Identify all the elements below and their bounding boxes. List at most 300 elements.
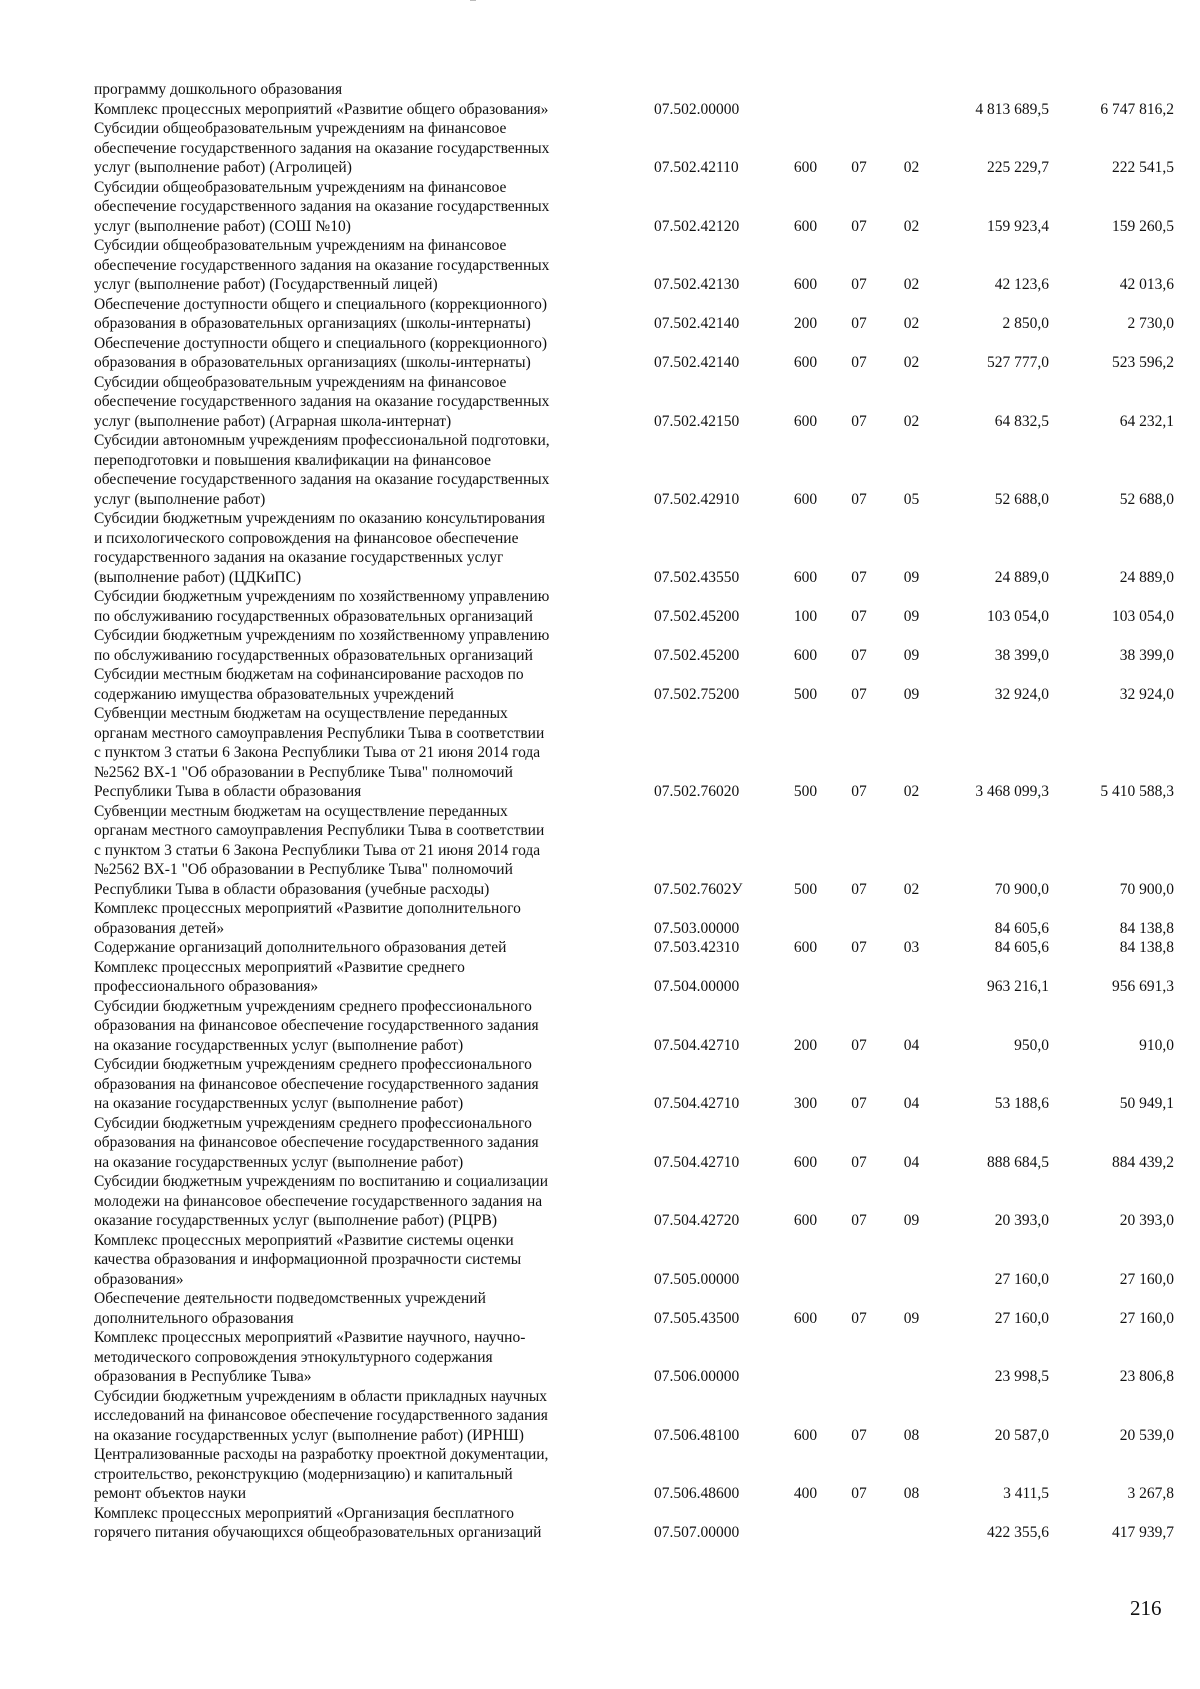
description-line: услуг (выполнение работ): [94, 490, 266, 508]
row-description: [94, 958, 654, 997]
row-section: 07: [851, 783, 867, 800]
row-expense-type: 500: [793, 685, 818, 703]
description-line: образования в образовательных организациях (школы-интернаты): [94, 354, 531, 371]
row-subsection: 02: [903, 354, 920, 371]
row-value-year2: 910,0: [1139, 1036, 1174, 1054]
row-subsection: [889, 1504, 934, 1543]
row-expense-type: 600: [793, 217, 818, 235]
row-value-year1: 38 399,0: [994, 646, 1049, 664]
description-line: обеспечение государственного задания на оказание государственных: [94, 139, 550, 157]
row-subsection: [889, 80, 934, 100]
row-value-year2: 64 232,1: [1119, 412, 1174, 430]
row-section: 07: [851, 1212, 867, 1229]
description-line: качества образования и информационной прозрачности системы: [94, 1251, 522, 1268]
description-line: органам местного самоуправления Республики Тыва в соответствии: [94, 822, 545, 839]
row-section: 07: [851, 1095, 867, 1112]
description-line: на оказание государственных услуг (выполнение работ): [94, 1036, 464, 1054]
table-row: [94, 997, 1174, 1056]
row-expense-type: 400: [793, 1485, 818, 1502]
row-section: 07: [851, 490, 867, 508]
row-subsection: 09: [903, 607, 920, 625]
row-code: 07.505.00000: [654, 1270, 740, 1288]
row-section: [829, 80, 889, 100]
row-subsection: 04: [903, 1036, 920, 1054]
table-row: [94, 899, 1174, 938]
row-value-year2: 2 730,0: [1127, 315, 1174, 332]
row-expense-type: 600: [793, 1153, 818, 1171]
row-value-year2: 23 806,8: [1119, 1368, 1174, 1385]
row-subsection: 04: [903, 1095, 920, 1112]
description-line: Субсидии бюджетным учреждениям по оказанию консультирования: [94, 510, 545, 527]
description-line: обеспечение государственного задания на оказание государственных: [94, 471, 550, 488]
row-code: 07.502.45200: [654, 607, 740, 625]
table-row: [94, 509, 1174, 587]
row-value-year2: [1049, 80, 1174, 100]
row-code: 07.502.76020: [654, 783, 740, 800]
row-value-year1: 84 605,6: [994, 939, 1049, 956]
row-description: [94, 1504, 654, 1543]
row-subsection: 09: [903, 685, 920, 703]
description-line: Субсидии бюджетным учреждениям среднего профессионального: [94, 1056, 532, 1073]
table-row: [94, 1387, 1174, 1446]
row-value-year1: 527 777,0: [987, 354, 1049, 371]
description-line: образования в образовательных организациях (школы-интернаты): [94, 315, 531, 332]
row-value-year1: 888 684,5: [987, 1153, 1049, 1171]
description-line: Субсидии общеобразовательным учреждениям на финансовое: [94, 178, 507, 196]
row-section: 07: [851, 159, 867, 176]
description-line: на оказание государственных услуг (выполнение работ): [94, 1095, 464, 1112]
row-section: [829, 958, 889, 997]
row-value-year2: 103 054,0: [1112, 607, 1174, 625]
row-value-year1: 20 587,0: [994, 1426, 1049, 1444]
row-value-year2: 222 541,5: [1112, 159, 1174, 176]
row-value-year2: 84 138,8: [1119, 939, 1174, 956]
description-line: Обеспечение деятельности подведомственных учреждений: [94, 1290, 486, 1307]
row-expense-type: 600: [793, 1212, 818, 1229]
row-value-year1: 4 813 689,5: [975, 100, 1049, 118]
row-subsection: 02: [903, 880, 920, 898]
row-value-year2: 3 267,8: [1127, 1485, 1174, 1502]
description-line: Комплекс процессных мероприятий «Развитие дополнительного: [94, 900, 521, 917]
row-value-year1: 27 160,0: [994, 1309, 1049, 1327]
row-value-year1: 963 216,1: [987, 978, 1049, 995]
row-expense-type: [782, 80, 829, 100]
row-code: 07.502.42140: [654, 315, 740, 332]
row-section: 07: [851, 276, 867, 293]
table-row: [94, 80, 1174, 100]
row-code: 07.502.42150: [654, 412, 740, 430]
row-description: [94, 1445, 654, 1504]
row-description: [94, 1289, 654, 1328]
description-line: Субсидии бюджетным учреждениям в области прикладных научных: [94, 1387, 548, 1405]
description-line: на оказание государственных услуг (выполнение работ): [94, 1153, 464, 1171]
row-value-year2: 24 889,0: [1119, 568, 1174, 586]
row-code: 07.507.00000: [654, 1524, 740, 1541]
row-description: [94, 295, 654, 334]
description-line: государственного задания на оказание государственных услуг: [94, 549, 504, 566]
row-value-year2: 27 160,0: [1119, 1309, 1174, 1327]
row-expense-type: 600: [793, 354, 818, 371]
row-expense-type: 600: [793, 646, 818, 664]
row-value-year2: 20 539,0: [1119, 1426, 1174, 1444]
description-line: обеспечение государственного задания на оказание государственных: [94, 256, 550, 274]
row-description: [94, 1328, 654, 1387]
description-line: Комплекс процессных мероприятий «Развитие системы оценки: [94, 1231, 514, 1249]
budget-table-body: [94, 80, 1174, 1543]
row-subsection: 04: [903, 1153, 920, 1171]
description-line: горячего питания обучающихся общеобразовательных организаций: [94, 1524, 542, 1541]
row-description: [94, 899, 654, 938]
row-code: 07.502.42910: [654, 490, 740, 508]
row-expense-type: 600: [793, 159, 818, 176]
row-value-year1: 20 393,0: [994, 1212, 1049, 1229]
row-subsection: 02: [903, 217, 920, 235]
description-line: Субсидии бюджетным учреждениям по воспитанию и социализации: [94, 1173, 549, 1190]
row-value-year2: 523 596,2: [1112, 354, 1174, 371]
description-line: образования на финансовое обеспечение государственного задания: [94, 1017, 539, 1034]
row-description: [94, 80, 654, 100]
description-line: содержанию имущества образовательных учреждений: [94, 685, 454, 703]
row-code: [654, 80, 782, 100]
row-expense-type: [782, 1328, 829, 1387]
row-code: 07.504.42710: [654, 1036, 740, 1054]
row-section: 07: [851, 568, 867, 586]
row-expense-type: 500: [793, 783, 818, 800]
row-value-year1: 64 832,5: [994, 412, 1049, 430]
row-description: [94, 236, 654, 295]
row-expense-type: 100: [793, 607, 818, 625]
description-line: Субвенции местным бюджетам на осуществление переданных: [94, 705, 508, 722]
row-expense-type: [782, 1504, 829, 1543]
description-line: методического сопровождения этнокультурного содержания: [94, 1348, 493, 1366]
budget-table: [94, 80, 1174, 1543]
row-value-year2: 84 138,8: [1119, 919, 1174, 937]
description-line: Субсидии местным бюджетам на софинансирование расходов по: [94, 666, 524, 683]
row-code: 07.506.00000: [654, 1368, 740, 1385]
row-expense-type: 200: [793, 1036, 818, 1054]
description-line: образования на финансовое обеспечение государственного задания: [94, 1075, 539, 1093]
description-line: образования детей»: [94, 919, 225, 937]
row-code: 07.506.48600: [654, 1485, 740, 1502]
row-code: 07.502.00000: [654, 100, 740, 118]
description-line: по обслуживанию государственных образовательных организаций: [94, 646, 533, 664]
row-description: [94, 373, 654, 432]
description-line: Субсидии бюджетным учреждениям по хозяйственному управлению: [94, 588, 550, 605]
row-subsection: 02: [903, 276, 920, 293]
row-section: [829, 1504, 889, 1543]
row-section: 07: [851, 1309, 867, 1327]
row-expense-type: 200: [793, 315, 818, 332]
row-expense-type: 500: [793, 880, 818, 898]
description-line: Содержание организаций дополнительного образования детей: [94, 939, 507, 956]
row-description: [94, 587, 654, 626]
row-subsection: [889, 958, 934, 997]
description-line: услуг (выполнение работ) (Агролицей): [94, 159, 352, 176]
row-code: 07.502.43550: [654, 568, 740, 586]
table-row: [94, 178, 1174, 237]
row-description: [94, 665, 654, 704]
description-line: Централизованные расходы на разработку проектной документации,: [94, 1446, 549, 1463]
row-section: 07: [851, 607, 867, 625]
description-line: с пунктом 3 статьи 6 Закона Республики Тыва от 21 июня 2014 года: [94, 841, 541, 859]
row-section: 07: [851, 1036, 867, 1054]
description-line: на оказание государственных услуг (выполнение работ) (ИРНШ): [94, 1426, 524, 1444]
row-code: 07.502.75200: [654, 685, 740, 703]
description-line: профессионального образования»: [94, 978, 319, 995]
row-value-year1: 422 355,6: [987, 1524, 1049, 1541]
row-code: 07.503.42310: [654, 939, 740, 956]
row-value-year1: 23 998,5: [994, 1368, 1049, 1385]
row-description: [94, 1172, 654, 1231]
table-row: [94, 373, 1174, 432]
row-expense-type: 300: [793, 1095, 818, 1112]
description-line: органам местного самоуправления Республики Тыва в соответствии: [94, 724, 545, 742]
row-value-year1: 3 411,5: [1003, 1485, 1049, 1502]
row-expense-type: 600: [793, 276, 818, 293]
row-value-year1: 225 229,7: [987, 159, 1049, 176]
row-value-year1: [934, 80, 1049, 100]
row-value-year1: 70 900,0: [994, 880, 1049, 898]
row-section: 07: [851, 1485, 867, 1502]
description-line: Республики Тыва в области образования: [94, 783, 362, 800]
description-line: услуг (выполнение работ) (СОШ №10): [94, 217, 351, 235]
row-code: 07.503.00000: [654, 919, 740, 937]
row-section: [829, 1231, 889, 1290]
description-line: образования в Республике Тыва»: [94, 1368, 312, 1385]
row-description: [94, 997, 654, 1056]
row-description: [94, 100, 654, 120]
row-expense-type: 600: [793, 490, 818, 508]
table-row: [94, 1445, 1174, 1504]
row-value-year1: 103 054,0: [987, 607, 1049, 625]
description-line: Обеспечение доступности общего и специального (коррекционного): [94, 295, 548, 313]
row-value-year2: 38 399,0: [1119, 646, 1174, 664]
row-value-year1: 950,0: [1014, 1036, 1049, 1054]
row-subsection: 09: [903, 568, 920, 586]
description-line: ремонт объектов науки: [94, 1485, 247, 1502]
description-line: Обеспечение доступности общего и специального (коррекционного): [94, 334, 548, 352]
row-code: 07.502.45200: [654, 646, 740, 664]
row-value-year2: 50 949,1: [1119, 1095, 1174, 1112]
row-section: 07: [851, 217, 867, 235]
table-row: [94, 100, 1174, 120]
table-row: [94, 938, 1174, 958]
table-row: [94, 1231, 1174, 1290]
description-line: дополнительного образования: [94, 1309, 294, 1327]
description-line: переподготовки и повышения квалификации на финансовое: [94, 451, 491, 469]
row-value-year2: 52 688,0: [1119, 490, 1174, 508]
description-line: молодежи на финансовое обеспечение государственного задания на: [94, 1192, 543, 1210]
row-subsection: 03: [903, 939, 920, 956]
description-line: образования на финансовое обеспечение государственного задания: [94, 1134, 539, 1151]
row-subsection: 05: [903, 490, 920, 508]
row-value-year2: 32 924,0: [1119, 685, 1174, 703]
row-value-year1: 2 850,0: [1002, 315, 1049, 332]
row-description: [94, 626, 654, 665]
row-section: [829, 899, 889, 938]
row-code: 07.502.42120: [654, 217, 740, 235]
row-value-year2: 159 260,5: [1112, 217, 1174, 235]
description-line: услуг (выполнение работ) (Аграрная школа-интернат): [94, 412, 452, 430]
description-line: Субвенции местным бюджетам на осуществление переданных: [94, 802, 508, 820]
row-section: 07: [851, 646, 867, 664]
table-row: [94, 431, 1174, 509]
row-value-year2: 417 939,7: [1112, 1524, 1174, 1541]
description-line: Комплекс процессных мероприятий «Развитие общего образования»: [94, 100, 549, 118]
row-code: 07.506.48100: [654, 1426, 740, 1444]
row-value-year1: 53 188,6: [994, 1095, 1049, 1112]
row-section: 07: [851, 412, 867, 430]
row-code: 07.502.7602У: [654, 880, 743, 898]
row-expense-type: 600: [793, 1426, 818, 1444]
row-description: [94, 1055, 654, 1114]
row-value-year1: 159 923,4: [987, 217, 1049, 235]
row-value-year2: 20 393,0: [1119, 1212, 1174, 1229]
description-line: оказание государственных услуг (выполнение работ) (РЦРВ): [94, 1212, 498, 1229]
description-line: Комплекс процессных мероприятий «Организация бесплатного: [94, 1504, 514, 1522]
table-row: [94, 587, 1174, 626]
row-code: 07.502.42140: [654, 354, 740, 371]
row-value-year1: 52 688,0: [994, 490, 1049, 508]
row-subsection: 02: [903, 783, 920, 800]
description-line: исследований на финансовое обеспечение государственного задания: [94, 1407, 548, 1424]
row-code: 07.504.42710: [654, 1095, 740, 1112]
table-row: [94, 1055, 1174, 1114]
table-row: [94, 1114, 1174, 1173]
row-expense-type: 600: [793, 568, 818, 586]
row-section: 07: [851, 939, 867, 956]
row-subsection: [889, 1328, 934, 1387]
row-value-year1: 24 889,0: [994, 568, 1049, 586]
row-value-year2: 42 013,6: [1119, 276, 1174, 293]
row-section: [829, 100, 889, 120]
row-description: [94, 1387, 654, 1446]
row-section: 07: [851, 354, 867, 371]
row-section: 07: [851, 1426, 867, 1444]
description-line: с пунктом 3 статьи 6 Закона Республики Тыва от 21 июня 2014 года: [94, 744, 541, 761]
description-line: Комплекс процессных мероприятий «Развитие среднего: [94, 958, 465, 976]
row-section: [829, 1328, 889, 1387]
row-expense-type: [782, 1231, 829, 1290]
table-row: [94, 295, 1174, 334]
table-row: [94, 1172, 1174, 1231]
table-row: [94, 119, 1174, 178]
row-description: [94, 334, 654, 373]
row-code: 07.504.42710: [654, 1153, 740, 1171]
row-subsection: 02: [903, 315, 920, 332]
row-subsection: [889, 899, 934, 938]
table-row: [94, 665, 1174, 704]
description-line: (выполнение работ) (ЦДКиПС): [94, 568, 302, 586]
row-subsection: 08: [903, 1426, 920, 1444]
row-value-year2: 5 410 588,3: [1100, 783, 1174, 800]
description-line: Субсидии автономным учреждениям профессиональной подготовки,: [94, 432, 550, 449]
description-line: Субсидии общеобразовательным учреждениям на финансовое: [94, 120, 507, 137]
row-value-year1: 42 123,6: [994, 276, 1049, 293]
row-description: [94, 938, 654, 958]
description-line: №2562 ВХ-1 "Об образовании в Республике Тыва" полномочий: [94, 861, 513, 878]
row-description: [94, 802, 654, 900]
table-row: [94, 1289, 1174, 1328]
row-subsection: 02: [903, 159, 920, 176]
row-description: [94, 119, 654, 178]
scan-mark: [470, 0, 476, 5]
description-line: программу дошкольного образования: [94, 81, 343, 98]
row-section: 07: [851, 1153, 867, 1171]
row-code: 07.504.42720: [654, 1212, 740, 1229]
description-line: Республики Тыва в области образования (учебные расходы): [94, 880, 490, 898]
row-subsection: 08: [903, 1485, 920, 1502]
table-row: [94, 1504, 1174, 1543]
description-line: и психологического сопровождения на финансовое обеспечение: [94, 529, 519, 547]
row-subsection: [889, 1231, 934, 1290]
table-row: [94, 704, 1174, 802]
description-line: Комплекс процессных мероприятий «Развитие научного, научно-: [94, 1329, 526, 1346]
row-description: [94, 431, 654, 509]
table-row: [94, 236, 1174, 295]
row-expense-type: 600: [793, 939, 818, 956]
row-code: 07.502.42130: [654, 276, 740, 293]
description-line: услуг (выполнение работ) (Государственный лицей): [94, 276, 438, 293]
description-line: обеспечение государственного задания на оказание государственных: [94, 393, 550, 410]
row-value-year1: 27 160,0: [994, 1270, 1049, 1288]
row-subsection: [889, 100, 934, 120]
row-expense-type: 600: [793, 412, 818, 430]
row-subsection: 09: [903, 646, 920, 664]
table-row: [94, 802, 1174, 900]
page-number: 216: [1130, 1596, 1162, 1620]
row-subsection: 09: [903, 1309, 920, 1327]
row-code: 07.504.00000: [654, 978, 740, 995]
description-line: образования»: [94, 1270, 184, 1288]
row-expense-type: 600: [793, 1309, 818, 1327]
description-line: Субсидии общеобразовательным учреждениям на финансовое: [94, 237, 507, 254]
row-expense-type: [782, 100, 829, 120]
row-value-year2: 70 900,0: [1119, 880, 1174, 898]
row-value-year1: 84 605,6: [994, 919, 1049, 937]
description-line: Субсидии бюджетным учреждениям среднего профессионального: [94, 1114, 532, 1132]
row-value-year2: 956 691,3: [1112, 978, 1174, 995]
row-expense-type: [782, 958, 829, 997]
row-value-year2: 27 160,0: [1119, 1270, 1174, 1288]
row-description: [94, 178, 654, 237]
table-row: [94, 958, 1174, 997]
row-section: 07: [851, 880, 867, 898]
description-line: обеспечение государственного задания на оказание государственных: [94, 198, 550, 215]
row-code: 07.505.43500: [654, 1309, 740, 1327]
row-subsection: 02: [903, 412, 920, 430]
description-line: Субсидии бюджетным учреждениям по хозяйственному управлению: [94, 627, 550, 644]
row-code: 07.502.42110: [654, 159, 739, 176]
description-line: Субсидии общеобразовательным учреждениям на финансовое: [94, 373, 507, 391]
row-value-year1: 3 468 099,3: [975, 783, 1049, 800]
description-line: строительство, реконструкцию (модернизацию) и капитальный: [94, 1465, 513, 1483]
row-section: 07: [851, 315, 867, 332]
description-line: №2562 ВХ-1 "Об образовании в Республике Тыва" полномочий: [94, 763, 513, 781]
row-description: [94, 1231, 654, 1290]
row-description: [94, 1114, 654, 1173]
row-value-year2: 884 439,2: [1112, 1153, 1174, 1171]
row-expense-type: [782, 899, 829, 938]
row-section: 07: [851, 685, 867, 703]
row-value-year2: 6 747 816,2: [1100, 100, 1174, 118]
row-value-year1: 32 924,0: [994, 685, 1049, 703]
table-row: [94, 626, 1174, 665]
table-row: [94, 1328, 1174, 1387]
description-line: по обслуживанию государственных образовательных организаций: [94, 607, 533, 625]
row-subsection: 09: [903, 1212, 920, 1229]
table-row: [94, 334, 1174, 373]
